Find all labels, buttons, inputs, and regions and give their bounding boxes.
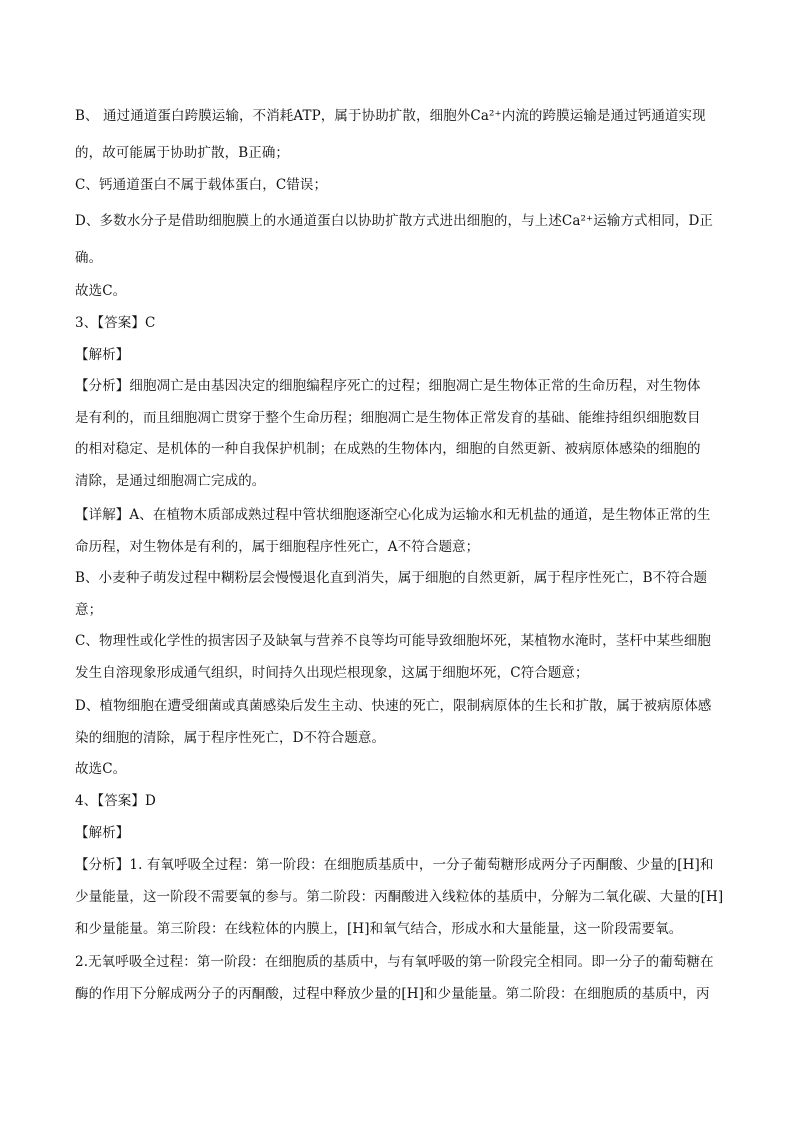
text-line: 是有利的，而且细胞凋亡贯穿于整个生命历程；细胞凋亡是生物体正常发育的基础、能维持组织细胞数目: [75, 410, 701, 426]
text-line: 【分析】细胞凋亡是由基因决定的细胞编程序死亡的过程；细胞凋亡是生物体正常的生命历程，对生物体: [75, 378, 701, 394]
text-line: 【分析】1. 有氧呼吸全过程：第一阶段：在细胞质基质中，一分子葡萄糖形成两分子丙酮酸、少量的[H]和: [75, 857, 714, 873]
text-line: 2.无氧呼吸全过程：第一阶段：在细胞质的基质中，与有氧呼吸的第一阶段完全相同。即一分子的葡萄糖在: [75, 954, 714, 970]
text-line: C、钙通道蛋白不属于载体蛋白，C错误；: [75, 177, 328, 193]
text-line: 酶的作用下分解成两分子的丙酮酸，过程中释放少量的[H]和少量能量。第二阶段：在细胞质的基质中，丙: [75, 986, 710, 1002]
text-line: D、植物细胞在遭受细菌或真菌感染后发生主动、快速的死亡，限制病原体的生长和扩散，属于被病原体感: [75, 698, 712, 714]
text-line: D、多数水分子是借助细胞膜上的水通道蛋白以协助扩散方式进出细胞的，与上述Ca²⁺运输方式相同，D正: [75, 213, 713, 229]
text-line: B、小麦种子萌发过程中糊粉层会慢慢退化直到消失，属于细胞的自然更新，属于程序性死亡，B不符合题: [75, 570, 708, 586]
text-line: 确。: [75, 250, 103, 266]
text-line: 【详解】A、在植物木质部成熟过程中管状细胞逐渐空心化成为运输水和无机盐的通道，是生物体正常的生: [75, 507, 711, 523]
answer-heading: 4、【答案】D: [75, 793, 156, 809]
text-line: 发生自溶现象形成通气组织，时间持久出现烂根现象，这属于细胞坏死，C符合题意；: [75, 665, 589, 681]
text-line: 染的细胞的清除，属于程序性死亡，D不符合题意。: [75, 730, 386, 746]
text-line: 清除，是通过细胞凋亡完成的。: [75, 473, 266, 489]
text-line: 故选C。: [75, 761, 127, 777]
text-line: 和少量能量。第三阶段：在线粒体的内膜上，[H]和氧气结合，形成水和大量能量，这一阶段需要氧。: [75, 921, 683, 937]
analysis-heading: 【解析】: [75, 825, 130, 841]
text-line: 故选C。: [75, 283, 127, 299]
answer-heading: 3、【答案】C: [75, 315, 156, 331]
text-line: B、 通过通道蛋白跨膜运输，不消耗ATP，属于协助扩散，细胞外Ca²⁺内流的跨膜运输是通过钙通道实现: [75, 108, 706, 124]
text-line: 的，故可能属于协助扩散，B正确；: [75, 145, 290, 161]
text-line: 少量能量，这一阶段不需要氧的参与。第二阶段：丙酮酸进入线粒体的基质中，分解为二氧化碳、大量的[H]: [75, 889, 724, 905]
analysis-heading: 【解析】: [75, 347, 130, 363]
text-line: C、物理性或化学性的损害因子及缺氧与营养不良等均可能导致细胞坏死，某植物水淹时，茎杆中某些细胞: [75, 633, 712, 649]
text-line: 意；: [75, 602, 103, 618]
text-line: 的相对稳定、是机体的一种自我保护机制；在成熟的生物体内，细胞的自然更新、被病原体感染的细胞的: [75, 441, 701, 457]
text-line: 命历程，对生物体是有利的，属于细胞程序性死亡，A不符合题意；: [75, 539, 480, 555]
